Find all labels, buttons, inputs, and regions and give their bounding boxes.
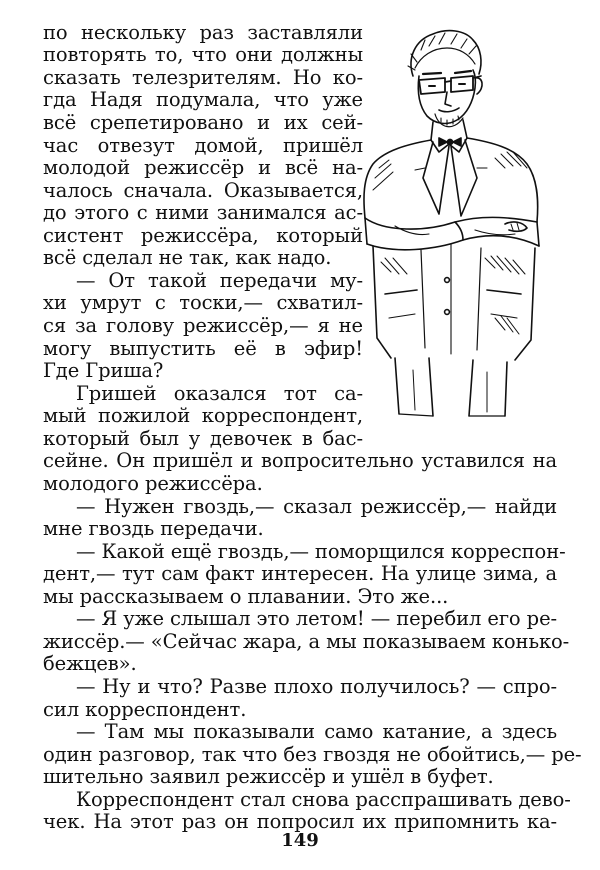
text-line: один разговор, так что без гвоздя не обойтись,— ре- bbox=[43, 743, 582, 766]
text-line: гда Надя подумала, что уже bbox=[43, 88, 363, 111]
text-line: дент,— тут сам факт интересен. На улице зима, а bbox=[43, 562, 557, 585]
text-line: жиссёр.— «Сейчас жара, а мы показываем конько- bbox=[43, 630, 570, 653]
text-line: чалось сначала. Оказывается, bbox=[43, 179, 363, 202]
text-line: могу выпустить её в эфир! bbox=[43, 337, 363, 360]
text-line: — Я уже слышал это летом! — перебил его ре- bbox=[76, 607, 557, 630]
text-line: до этого с ними занимался ас- bbox=[43, 201, 363, 224]
text-line: час отвезут домой, пришёл bbox=[43, 134, 363, 157]
text-line: шительно заявил режиссёр и ушёл в буфет. bbox=[43, 765, 494, 788]
text-line: мне гвоздь передачи. bbox=[43, 517, 264, 540]
text-line: повторять то, что они должны bbox=[43, 43, 363, 66]
text-line: — Там мы показывали само катание, а здесь bbox=[76, 720, 557, 743]
text-line: сейне. Он пришёл и вопросительно уставился на bbox=[43, 449, 557, 472]
text-line: по нескольку раз заставляли bbox=[43, 21, 363, 44]
text-line: — От такой передачи му- bbox=[76, 269, 363, 292]
text-line: чек. На этот раз он попросил их припомнить ка- bbox=[43, 810, 557, 833]
page-number: 149 bbox=[281, 830, 319, 851]
text-line: систент режиссёра, который bbox=[43, 224, 363, 247]
text-line: молодого режиссёра. bbox=[43, 472, 263, 495]
text-line: молодой режиссёр и всё на- bbox=[43, 156, 363, 179]
text-line: мый пожилой корреспондент, bbox=[43, 404, 363, 427]
text-line: сказать телезрителям. Но ко- bbox=[43, 66, 363, 89]
text-line: сил корреспондент. bbox=[43, 698, 247, 721]
text-line: — Нужен гвоздь,— сказал режиссёр,— найди bbox=[76, 495, 557, 518]
text-line: Корреспондент стал снова расспрашивать дево- bbox=[76, 788, 571, 811]
text-line: ся за голову режиссёр,— я не bbox=[43, 314, 363, 337]
text-line: всё сделал не так, как надо. bbox=[43, 246, 332, 269]
text-line: мы рассказываем о плавании. Это же... bbox=[43, 585, 449, 608]
text-line: который был у девочек в бас- bbox=[43, 427, 363, 450]
text-line: хи умрут с тоски,— схватил- bbox=[43, 291, 363, 314]
director-sketch-icon bbox=[355, 18, 555, 422]
text-line: Гришей оказался тот са- bbox=[76, 382, 363, 405]
text-line: всё срепетировано и их сей- bbox=[43, 111, 363, 134]
text-line: — Какой ещё гвоздь,— поморщился корреспон- bbox=[76, 540, 566, 563]
text-line: Где Гриша? bbox=[43, 359, 164, 382]
text-line: — Ну и что? Разве плохо получилось? — спро- bbox=[76, 675, 557, 698]
text-line: бежцев». bbox=[43, 652, 137, 675]
